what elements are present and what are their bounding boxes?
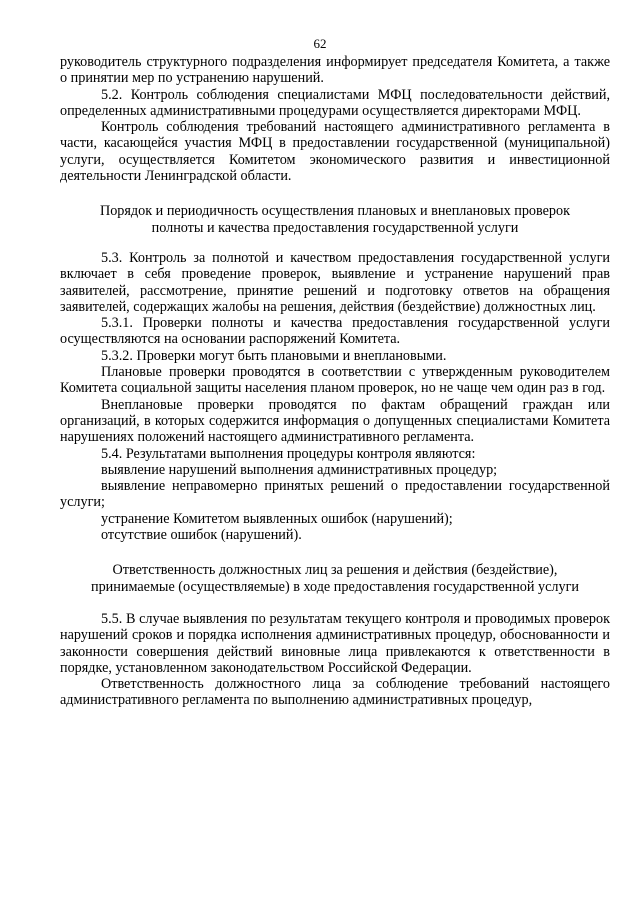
paragraph-mfc-control: Контроль соблюдения требований настоящего административного регламента в части, касающейся участия МФЦ в предоставлении государственной (муниципальной) услуги, осуществляется Комитетом экономического развития и инвестиционной деятельности Ленинградской области. xyxy=(60,119,610,185)
page-number: 62 xyxy=(313,36,327,51)
paragraph-5-3-2: 5.3.2. Проверки могут быть плановыми и внеплановыми. xyxy=(101,347,447,364)
paragraph-unplanned-inspections: Внеплановые проверки проводятся по фактам обращений граждан или организаций, в которых содержится информация о допущенных специалистами Комитета нарушениях положений настоящего административного регламента. xyxy=(60,396,610,446)
heading-line: Порядок и периодичность осуществления плановых и внеплановых проверок xyxy=(99,203,571,220)
list-item: выявление неправомерно принятых решений о предоставлении государственной услуги; xyxy=(60,478,610,511)
heading-line: принимаемые (осуществляемые) в ходе предоставления государственной услуги xyxy=(91,578,579,595)
paragraph-5-3-1: 5.3.1. Проверки полноты и качества предоставления государственной услуги осуществляются на основании распоряжений Комитета. xyxy=(60,315,610,348)
heading-line: Ответственность должностных лиц за решения и действия (бездействие), xyxy=(112,562,558,579)
heading-line: полноты и качества предоставления государственной услуги xyxy=(151,219,519,236)
page-content xyxy=(60,54,610,709)
list-item: отсутствие ошибок (нарушений). xyxy=(101,527,302,544)
paragraph-continuation: руководитель структурного подразделения информирует председателя Комитета, а также о принятии мер по устранению нарушений. xyxy=(60,54,610,87)
list-item: выявление нарушений выполнения административных процедур; xyxy=(101,461,498,478)
section-heading-responsibility xyxy=(60,562,610,595)
paragraph-official-responsibility: Ответственность должностного лица за соблюдение требований настоящего административного регламента по выполнению административных процедур, xyxy=(60,676,610,709)
paragraph-planned-inspections: Плановые проверки проводятся в соответствии с утвержденным руководителем Комитета социальной защиты населения планом проверок, но не чаще чем один раз в год. xyxy=(60,364,610,397)
paragraph-5-5: 5.5. В случае выявления по результатам текущего контроля и проводимых проверок нарушений сроков и порядка исполнения административных процедур, обоснованности и законности совершения действий виновные лица привлекаются к ответственности в порядке, установленном законодательством Российской Федерации. xyxy=(60,610,610,676)
paragraph-5-3: 5.3. Контроль за полнотой и качеством предоставления государственной услуги включает в себя проведение проверок, выявление и устранение нарушений прав заявителей, рассмотрение, принятие решений и подготовку ответов на обращения заявителей, содержащих жалобы на решения, действия (бездействие) должностных лиц. xyxy=(60,249,610,315)
list-item: устранение Комитетом выявленных ошибок (нарушений); xyxy=(101,510,453,527)
section-heading-inspections xyxy=(60,203,610,236)
paragraph-5-2: 5.2. Контроль соблюдения специалистами МФЦ последовательности действий, определенных административными процедурами осуществляется директорами МФЦ. xyxy=(60,86,610,119)
paragraph-5-4: 5.4. Результатами выполнения процедуры контроля являются: xyxy=(101,445,476,462)
